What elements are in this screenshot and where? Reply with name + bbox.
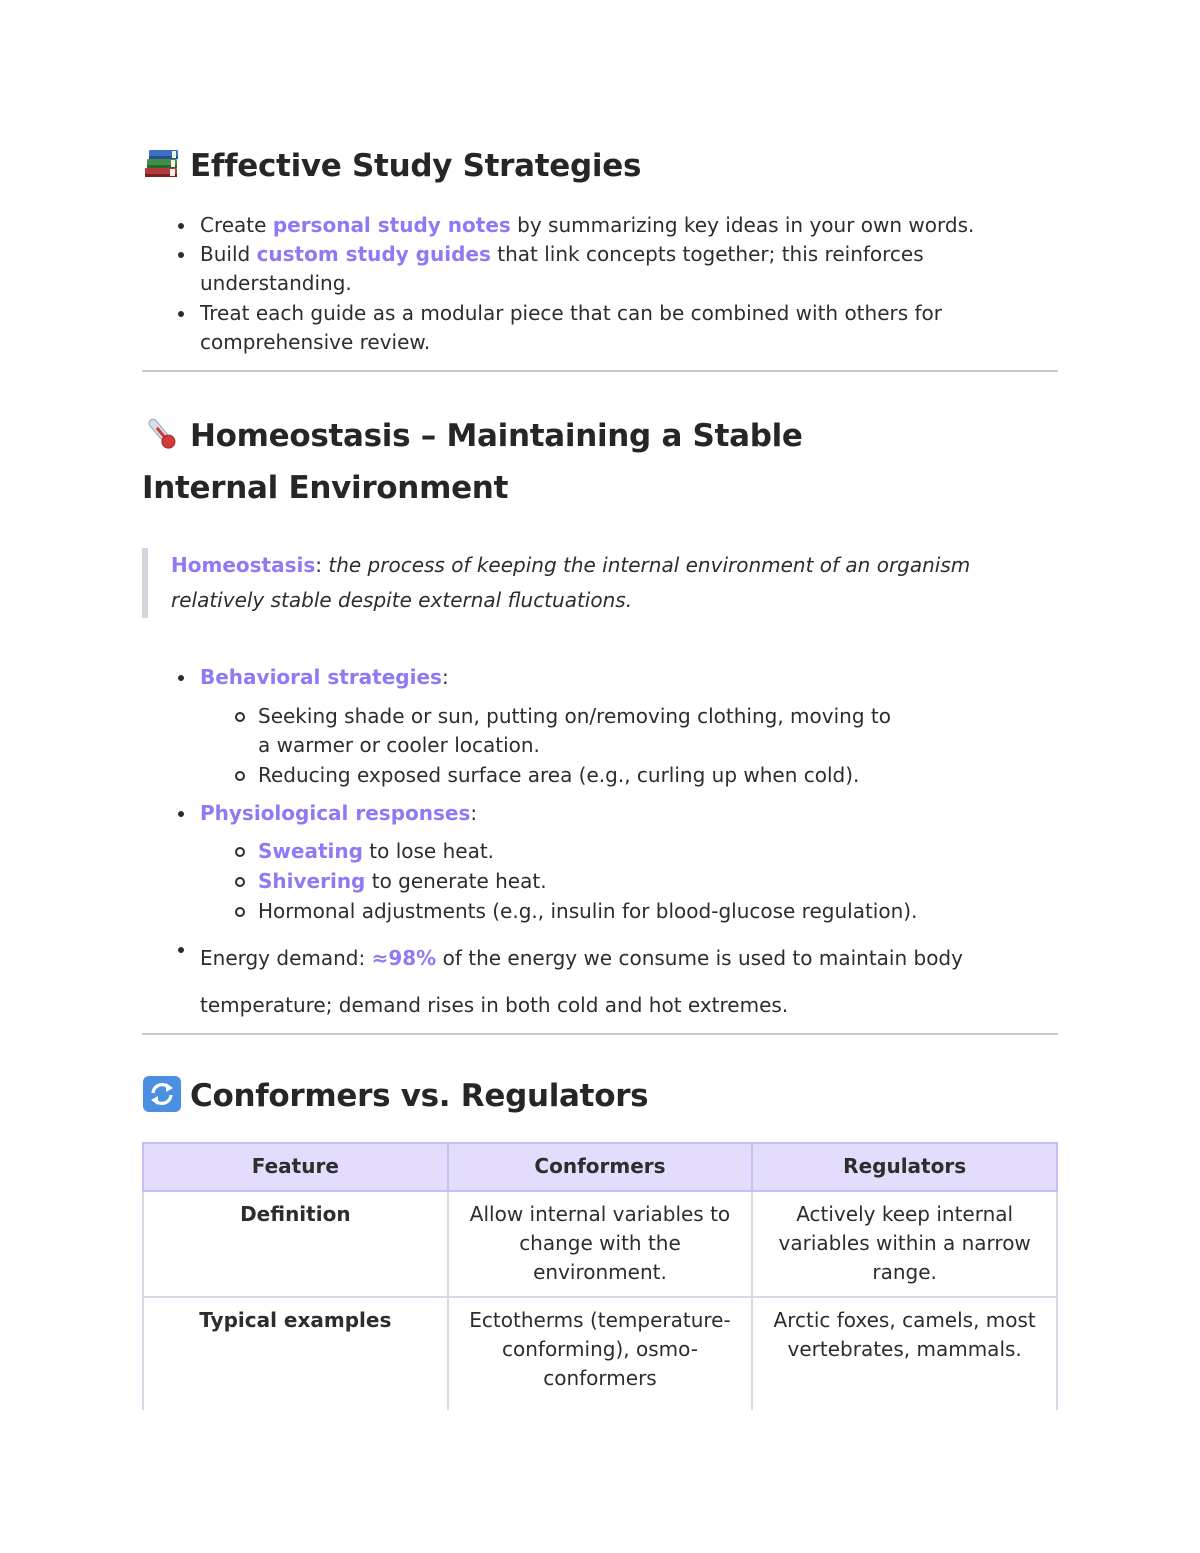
table-cell: Allow internal variables to change with the environment. bbox=[448, 1191, 753, 1297]
list-item-energy: Energy demand: ≈98% of the energy we consume is used to maintain body temperature; demand rises in both cold and hot extremes. bbox=[142, 935, 1058, 1029]
link-physiological-responses[interactable]: Physiological responses bbox=[200, 801, 471, 825]
section-divider bbox=[142, 1033, 1058, 1035]
homeostasis-list bbox=[142, 663, 1058, 1029]
behavioral-sublist bbox=[200, 702, 1058, 790]
table-row bbox=[143, 1297, 1057, 1410]
link-personal-study-notes[interactable]: personal study notes bbox=[272, 213, 511, 237]
comparison-table bbox=[142, 1142, 1058, 1410]
list-item: Reducing exposed surface area (e.g., curling up when cold). bbox=[200, 761, 1058, 790]
heading-homeostasis-text: Homeostasis – Maintaining a Stable Internal Environment bbox=[142, 418, 803, 506]
list-item: Build custom study guides that link concepts together; this reinforces understanding. bbox=[142, 240, 1058, 298]
row-label-definition: Definition bbox=[143, 1191, 448, 1297]
row-label-typical-examples: Typical examples bbox=[143, 1297, 448, 1410]
list-item: Sweating to lose heat. bbox=[200, 837, 1058, 866]
list-item: Seeking shade or sun, putting on/removing clothing, moving to a warmer or cooler location. bbox=[200, 702, 1058, 760]
section-divider bbox=[142, 370, 1058, 372]
list-item: Shivering to generate heat. bbox=[200, 867, 1058, 896]
link-shivering[interactable]: Shivering bbox=[258, 869, 366, 893]
column-header-regulators: Regulators bbox=[752, 1143, 1057, 1191]
heading-conformers-regulators bbox=[142, 1074, 1058, 1118]
heading-study-strategies bbox=[142, 144, 1058, 188]
physiological-sublist bbox=[200, 837, 1058, 926]
list-item: Hormonal adjustments (e.g., insulin for blood-glucose regulation). bbox=[200, 897, 1058, 926]
study-strategies-list bbox=[142, 211, 1058, 357]
table-cell: Actively keep internal variables within a narrow range. bbox=[752, 1191, 1057, 1297]
thermometer-icon bbox=[142, 416, 182, 452]
link-behavioral-strategies[interactable]: Behavioral strategies bbox=[200, 665, 442, 689]
link-sweating[interactable]: Sweating bbox=[258, 839, 363, 863]
energy-value: ≈98% bbox=[371, 946, 437, 970]
heading-study-strategies-text: Effective Study Strategies bbox=[190, 148, 642, 184]
column-header-conformers: Conformers bbox=[448, 1143, 753, 1191]
cycle-arrows-icon bbox=[142, 1076, 182, 1112]
heading-homeostasis bbox=[142, 410, 942, 514]
definition-blockquote: Homeostasis: the process of keeping the internal environment of an organism relatively stable despite external fluctuations. bbox=[142, 548, 971, 618]
column-header-feature: Feature bbox=[143, 1143, 448, 1191]
list-item: Create personal study notes by summarizing key ideas in your own words. bbox=[142, 211, 1058, 240]
books-icon bbox=[142, 146, 182, 182]
table-header-row bbox=[143, 1143, 1057, 1191]
list-item-physiological: Physiological responses: Sweating to lose heat. Shivering to generate heat. Hormonal adjustments (e.g., insulin for blood-glucose regulation). bbox=[142, 799, 1058, 926]
heading-conformers-regulators-text: Conformers vs. Regulators bbox=[190, 1078, 649, 1114]
link-custom-study-guides[interactable]: custom study guides bbox=[256, 242, 491, 266]
list-item: Treat each guide as a modular piece that can be combined with others for comprehensive review. bbox=[142, 299, 1058, 357]
term-homeostasis[interactable]: Homeostasis bbox=[171, 553, 316, 577]
list-item-behavioral: Behavioral strategies: Seeking shade or sun, putting on/removing clothing, moving to a warmer or cooler location. Reducing exposed surface area (e.g., curling up when cold). bbox=[142, 663, 1058, 790]
table-cell: Arctic foxes, camels, most vertebrates, mammals. bbox=[752, 1297, 1057, 1410]
table-cell: Ectotherms (temperature-conforming), osmo-conformers bbox=[448, 1297, 753, 1410]
table-row bbox=[143, 1191, 1057, 1297]
